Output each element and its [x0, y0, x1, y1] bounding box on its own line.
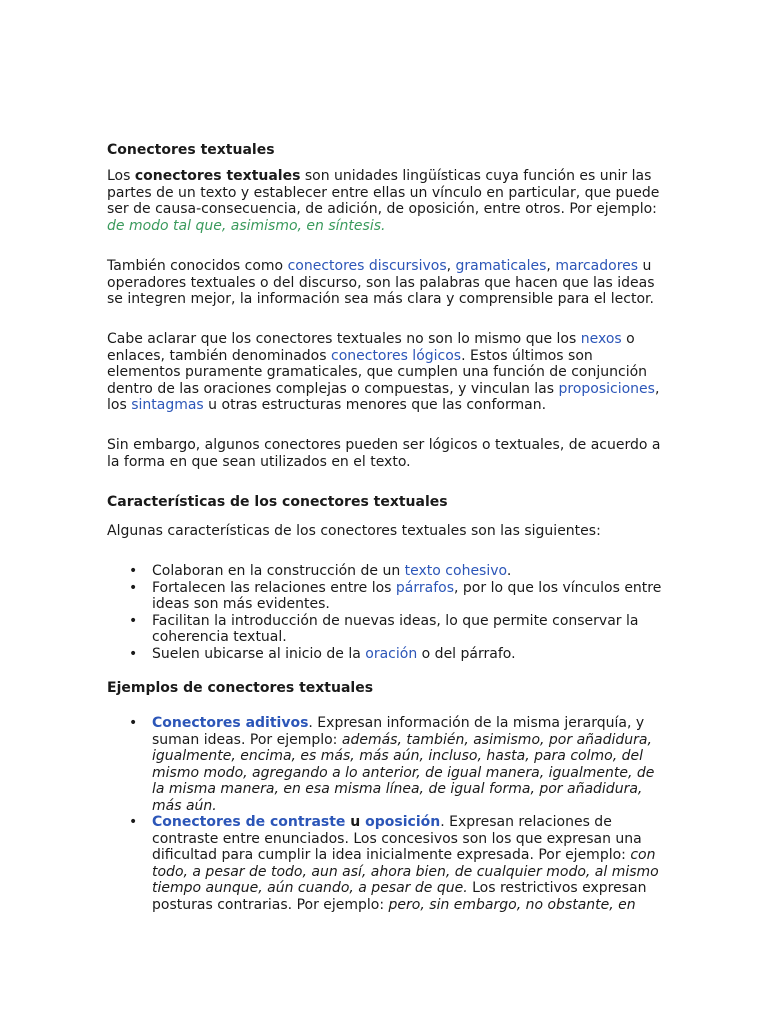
link-texto-cohesivo[interactable]: texto cohesivo — [404, 563, 507, 579]
intro-paragraph: Los conectores textuales son unidades lingüísticas cuya función es unir las partes de un texto y establecer entre ellas un vínculo en particular, que puede ser de causa-consecuencia, de adición, de oposición, entre otros. Por ejemplo: de modo tal que, asimismo, en síntesis. — [107, 168, 660, 234]
term-conectores-textuales: conectores textuales — [134, 168, 301, 184]
link-nexos[interactable]: nexos — [580, 331, 622, 347]
link-conectores-discursivos[interactable]: conectores discursivos — [287, 258, 447, 274]
link-conectores-de-contraste[interactable]: Conectores de contraste — [152, 814, 346, 830]
link-oposicion[interactable]: oposición — [365, 814, 441, 830]
characteristics-list — [107, 563, 663, 662]
link-conectores-aditivos[interactable]: Conectores aditivos — [152, 715, 309, 731]
link-conectores-logicos[interactable]: conectores lógicos — [331, 347, 462, 364]
list-item: • Suelen ubicarse al inicio de la oración o del párrafo. — [152, 646, 663, 663]
link-parrafos[interactable]: párrafos — [395, 579, 455, 596]
list-item: • Colaboran en la construcción de un texto cohesivo. — [152, 563, 663, 580]
link-sintagmas[interactable]: sintagmas — [131, 397, 204, 413]
list-item: • Conectores aditivos. Expresan información de la misma jerarquía, y suman ideas. Por ejemplo: además, también, asimismo, por añadidura, igualmente, encima, es más, más aún, incluso, hasta, para colmo, del mismo modo, agregando a lo anterior, de igual manera, igualmente, de la misma manera, en esa misma línea, de igual forma, por añadidura, más aún. — [152, 715, 663, 814]
heading-characteristics: Características de los conectores textuales — [107, 494, 448, 510]
list-item: • Fortalecen las relaciones entre los párrafos, por lo que los vínculos entre ideas son más evidentes. — [152, 580, 663, 613]
paragraph-clarification: Cabe aclarar que los conectores textuales no son lo mismo que los nexos o enlaces, también denominados conectores lógicos. Estos últimos son elementos puramente gramaticales, que cumplen una función de conjunción dentro de las oraciones complejas o compuestas, y vinculan las proposiciones, los sintagmas u otras estructuras menores que las conforman. — [107, 331, 660, 413]
document-title: Conectores textuales — [107, 142, 275, 158]
link-marcadores[interactable]: marcadores — [555, 258, 639, 274]
link-oracion[interactable]: oración — [365, 645, 418, 662]
paragraph-also-known: También conocidos como conectores discursivos, gramaticales, marcadores u operadores textuales o del discurso, son las palabras que hacen que las ideas se integren mejor, la información sea más clara y comprensible para el lector. — [107, 258, 655, 307]
intro-examples: de modo tal que, asimismo, en síntesis. — [107, 217, 386, 234]
examples-list — [107, 715, 663, 913]
link-proposiciones[interactable]: proposiciones — [558, 380, 655, 397]
characteristics-intro: Algunas características de los conectores textuales son las siguientes: — [107, 523, 601, 539]
paragraph-however: Sin embargo, algunos conectores pueden ser lógicos o textuales, de acuerdo a la forma en que sean utilizados en el texto. — [107, 437, 661, 470]
list-item: • Conectores de contraste u oposición. Expresan relaciones de contraste entre enunciados. Los concesivos son los que expresan una dificultad para cumplir la idea inicialmente expresada. Por ejemplo: con todo, a pesar de todo, aun así, ahora bien, de cualquier modo, al mismo tiempo aunque, aún cuando, a pesar de que. Los restrictivos expresan posturas contrarias. Por ejemplo: pero, sin embargo, no obstante, en — [152, 814, 663, 913]
heading-examples: Ejemplos de conectores textuales — [107, 680, 374, 696]
list-item: • Facilitan la introducción de nuevas ideas, lo que permite conservar la coherencia textual. — [152, 613, 663, 646]
link-gramaticales[interactable]: gramaticales — [455, 258, 547, 274]
